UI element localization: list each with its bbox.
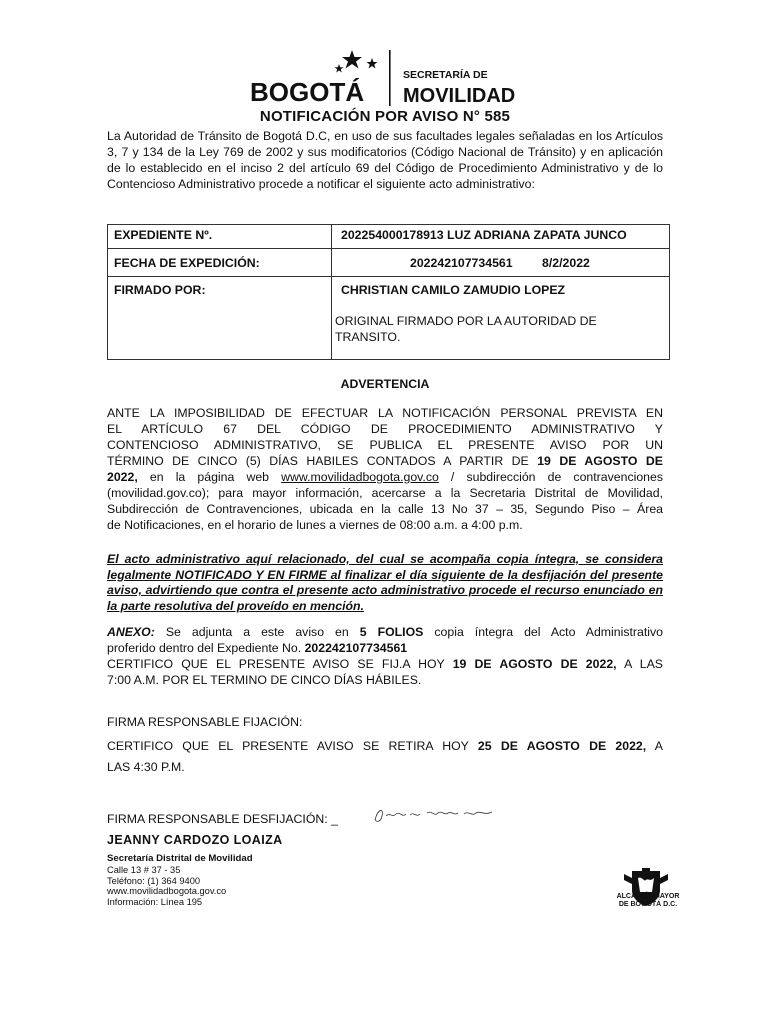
bogota-movilidad-logo [248, 48, 518, 110]
anexo-label: ANEXO: [107, 625, 155, 639]
retira-text: CERTIFICO QUE EL PRESENTE AVISO SE RETIRA HOY [107, 739, 478, 753]
table-divider [331, 225, 332, 359]
logo-divider [389, 50, 391, 106]
alcaldia-line1: ALCALDÍA MAYOR [616, 893, 680, 900]
anexo-expediente: 202242107734561 [304, 641, 408, 655]
firmado-value: CHRISTIAN CAMILO ZAMUDIO LOPEZ [341, 283, 566, 297]
footer-address: Calle 13 # 37 - 35 [107, 864, 181, 875]
body-text: en la página web [137, 470, 282, 484]
footer-web: www.movilidadbogota.gov.co [107, 886, 227, 897]
table-divider [108, 248, 669, 249]
body-line: EL ARTÍCULO 67 DEL CÓDIGO DE PROCEDIMIENTO ADMINISTRATIVO Y [107, 422, 663, 436]
anexo-text: copia íntegra del Acto Administrativo [423, 625, 663, 639]
body-line: Subdirección de Contravenciones, ubicada en la calle 13 No 37 – 35, Segundo Piso – Área [107, 502, 663, 516]
alcaldia-label [608, 893, 688, 909]
logo-star-icon [342, 50, 362, 69]
handwritten-signature [372, 804, 502, 826]
footer-org: Secretaría Distrital de Movilidad [107, 853, 253, 864]
certifico-text: CERTIFICO QUE EL PRESENTE AVISO SE FIJ.A HOY [107, 657, 453, 671]
anexo-line [107, 641, 663, 657]
expediente-table [107, 224, 670, 360]
certifico-retira-line [107, 739, 663, 755]
page-title: NOTIFICACIÓN POR AVISO N° 585 [259, 108, 511, 125]
footer-phone: Teléfono: (1) 364 9400 [107, 875, 201, 886]
body-text: / subdirección de contravenciones [438, 470, 663, 484]
anexo-line [107, 625, 663, 641]
firmado-label: FIRMADO POR: [114, 283, 206, 297]
body-year-bold: 2022, [107, 470, 138, 484]
anexo-folios: 5 FOLIOS [359, 625, 424, 639]
certifico-text: A LAS [616, 657, 664, 671]
fecha-label: FECHA DE EXPEDICIÓN: [114, 256, 260, 270]
intro-paragraph: La Autoridad de Tránsito de Bogotá D.C, en uso de sus facultades legales señaladas en los Artículos 3, 7 y 134 de la Ley 769 de 2002 y sus modificatorios (Código Nacional de Tránsito) y en aplicación de lo establecido en el inciso 2 del artículo 69 del Código de Procedimiento Administrativo y de lo Contencioso Administrativo procede a notificar el siguiente acto administrativo: [107, 129, 663, 191]
movilidad-website-link[interactable]: www.movilidadbogota.gov.co [281, 470, 439, 484]
table-divider [108, 276, 669, 277]
retira-date: 25 DE AGOSTO DE 2022, [477, 739, 647, 753]
certifico-fija-line2: 7:00 A.M. POR EL TERMINO DE CINCO DÍAS HÁBILES. [107, 673, 422, 687]
legal-notice-italic: El acto administrativo aquí relacionado, del cual se acompaña copia íntegra, se considera legalmente NOTIFICADO Y EN FIRME al finalizar el día siguiente de la desfijación del presente aviso, advirtiendo que contra el presente acto administrativo procede el recurso enunciado en la parte resolutiva del proveído en mención. [107, 552, 663, 613]
bogota-coat-of-arms-icon [618, 853, 674, 923]
anexo-text: Se adjunta a este aviso en [154, 625, 360, 639]
expediente-value: 202254000178913 LUZ ADRIANA ZAPATA JUNCO [341, 228, 627, 242]
logo-secretaria-text: SECRETARÍA DE [403, 69, 488, 81]
certifico-fija-line [107, 657, 663, 673]
firma-desfijacion-label: FIRMA RESPONSABLE DESFIJACIÓN: _ [107, 812, 338, 826]
retira-text: A [646, 739, 663, 753]
original-firmado-line1: ORIGINAL FIRMADO POR LA AUTORIDAD DE [335, 314, 597, 328]
logo-star-small-icon [367, 58, 378, 69]
certifico-retira-line2: LAS 4:30 P.M. [107, 760, 185, 774]
footer-contact [107, 853, 253, 908]
body-line [107, 454, 663, 470]
logo-movilidad-text: MOVILIDAD [403, 85, 516, 107]
responsable-name: JEANNY CARDOZO LOAIZA [107, 833, 283, 847]
firma-fijacion-label: FIRMA RESPONSABLE FIJACIÓN: [107, 715, 303, 729]
certifico-date: 19 DE AGOSTO DE 2022, [452, 657, 617, 671]
alcaldia-line2: DE BOGOTÁ D.C. [618, 901, 678, 908]
body-line: de Notificaciones, en el horario de lunes a viernes de 08:00 a.m. a 4:00 p.m. [107, 518, 523, 532]
body-line: CONTENCIOSO ADMINISTRATIVO, SE PUBLICA EL PRESENTE AVISO POR UN [107, 438, 663, 452]
logo-star-small2-icon [335, 64, 344, 73]
anexo-text: proferido dentro del Expediente No. [107, 641, 305, 655]
advertencia-heading: ADVERTENCIA [340, 377, 430, 391]
body-date-bold: 19 DE AGOSTO DE [537, 454, 663, 468]
footer-info: Información: Línea 195 [107, 897, 203, 908]
body-line: ANTE LA IMPOSIBILIDAD DE EFECTUAR LA NOTIFICACIÓN PERSONAL PREVISTA EN [107, 406, 663, 420]
body-line: (movilidad.gov.co); para mayor información, acercarse a la Secretaria Distrital de Movilidad, [107, 486, 663, 500]
logo-bogota-text: BOGOTÁ [250, 77, 365, 107]
original-firmado-line2: TRANSITO. [335, 330, 401, 344]
fecha-date: 8/2/2022 [542, 256, 590, 270]
body-text: TÉRMINO DE CINCO (5) DÍAS HABILES CONTADOS A PARTIR DE [107, 454, 538, 468]
fecha-number: 202242107734561 [410, 256, 513, 270]
body-line [107, 470, 663, 486]
expediente-label: EXPEDIENTE Nº. [114, 228, 213, 242]
